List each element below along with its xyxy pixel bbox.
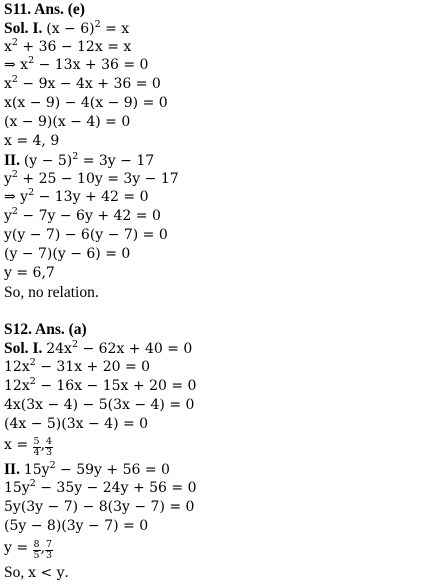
s11-eq-8 xyxy=(4,151,154,171)
part-label: I. xyxy=(32,20,43,37)
s11-eq-5: x(x − 9) − 4(x − 9) = 0 xyxy=(4,95,168,111)
s11-eq-9: $y^2 + 25 - 10y = 3y - 17$ xyxy=(4,169,179,187)
s12-eq-10: (5y − 8)(3y − 7) = 0 xyxy=(4,518,149,534)
s12-eq-1 xyxy=(4,339,192,359)
part-label: II. xyxy=(4,461,20,478)
s12-eq-3: $12x^2 - 16x - 15x + 20 = 0$ xyxy=(4,376,197,394)
equation: $24x^2 - 62x + 40 = 0$ xyxy=(46,339,193,357)
fraction: $\frac{7}{3}$ xyxy=(46,539,53,561)
s12-eq-6: x = $\frac{5}{4}$ , $\frac{4}{3}$ xyxy=(4,436,53,458)
s11-eq-11: $y^2 - 7y - 6y + 42 = 0$ xyxy=(4,206,161,224)
s12-heading: S12. Ans. (a) xyxy=(4,321,87,338)
s12-eq-2: $12x^2 - 31x + 20 = 0$ xyxy=(4,357,151,375)
s11-eq-10: ⇒ $y^2 - 13y + 42 = 0$ xyxy=(4,187,149,205)
s11-conclusion: So, no relation. xyxy=(4,284,99,301)
s11-eq-14: y = 6,7 xyxy=(4,265,55,281)
s12-eq-5: (4x − 5)(3x − 4) = 0 xyxy=(4,416,149,432)
sol-label: Sol. xyxy=(4,340,29,357)
part-label: I. xyxy=(32,340,43,357)
s11-eq-1 xyxy=(4,19,129,39)
s12-eq-4: 4x(3x − 4) − 5(3x − 4) = 0 xyxy=(4,397,195,413)
equation: $15y^2 - 59y + 56 = 0$ xyxy=(23,460,170,478)
fraction: $\frac{5}{4}$ xyxy=(33,436,40,458)
sol-label: Sol. xyxy=(4,20,29,37)
equation: $(x - 6)^2 = x$ xyxy=(46,19,130,37)
s12-conclusion: So, x < y. xyxy=(4,564,69,581)
s12-eq-7 xyxy=(4,460,170,480)
equation: $(y - 5)^2 = 3y - 17$ xyxy=(23,151,155,169)
s11-eq-13: (y − 7)(y − 6) = 0 xyxy=(4,246,131,262)
fraction: $\frac{4}{3}$ xyxy=(46,436,53,458)
s11-heading: S11. Ans. (e) xyxy=(4,1,85,18)
part-label: II. xyxy=(4,152,20,169)
s11-eq-6: (x − 9)(x − 4) = 0 xyxy=(4,114,131,130)
s11-eq-12: y(y − 7) − 6(y − 7) = 0 xyxy=(4,227,168,243)
s11-eq-4: $x^2 - 9x - 4x + 36 = 0$ xyxy=(4,74,161,92)
s12-eq-9: 5y(3y − 7) − 8(3y − 7) = 0 xyxy=(4,499,195,515)
s11-eq-7: x = 4, 9 xyxy=(4,133,60,149)
s11-eq-3: ⇒ $x^2 - 13x + 36 = 0$ xyxy=(4,55,149,73)
s12-eq-8: $15y^2 - 35y - 24y + 56 = 0$ xyxy=(4,478,197,496)
s12-eq-11: y = $\frac{8}{5}$ , $\frac{7}{3}$ xyxy=(4,539,53,561)
s11-eq-2: $x^2 + 36 - 12x = x$ xyxy=(4,37,132,55)
fraction: $\frac{8}{5}$ xyxy=(33,539,40,561)
